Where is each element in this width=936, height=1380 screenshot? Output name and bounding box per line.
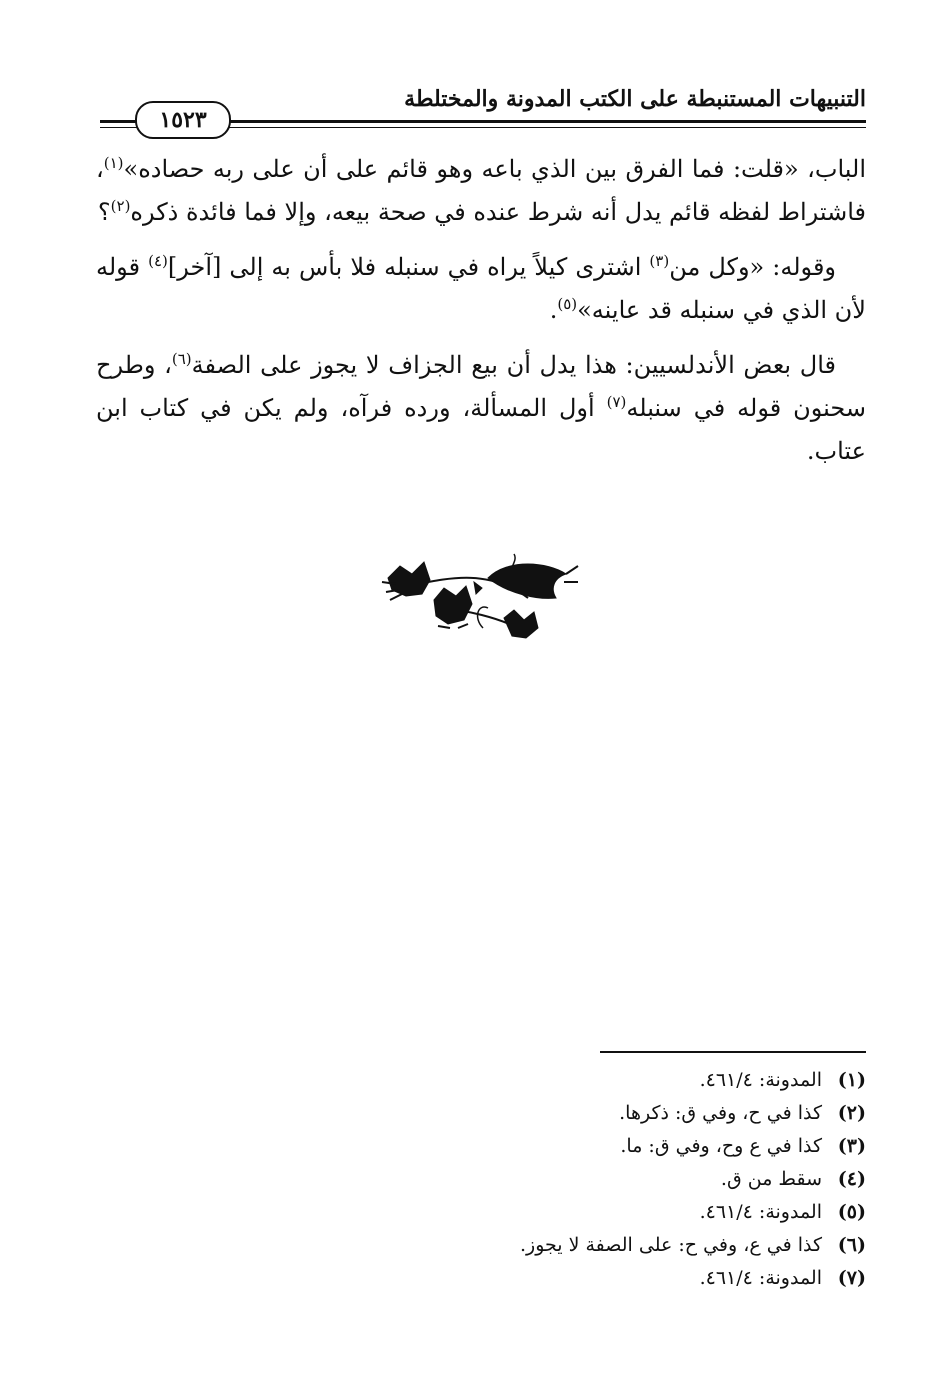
footnote-number: (٦) <box>837 1234 866 1256</box>
footnote-number: (١) <box>837 1069 866 1091</box>
text-segment: قوله لأن الذي في سنبله قد عاينه» <box>96 253 866 324</box>
footnote-ref-2: (٢) <box>110 197 131 215</box>
footnote-separator <box>600 1051 866 1053</box>
footnote-ref-3: (٣) <box>649 252 670 270</box>
running-title: التنبيهات المستنبطة على الكتب المدونة والمختلطة <box>404 86 866 112</box>
paragraph-2 <box>96 246 866 332</box>
footnote-text: المدونة: ٤٦١/٤. <box>699 1267 822 1289</box>
footnote-number: (٤) <box>837 1168 866 1190</box>
footnote-item <box>166 1262 866 1295</box>
main-text <box>96 148 866 485</box>
footnote-number: (٥) <box>837 1201 866 1223</box>
page-number: ١٥٢٣ <box>135 101 231 139</box>
footnote-ref-1: (١) <box>103 154 124 172</box>
text-segment: اشترى كيلاً يراه في سنبله فلا بأس به إلى [آخر] <box>167 253 650 281</box>
footnote-ref-6: (٦) <box>171 350 192 368</box>
footnote-text: سقط من ق. <box>720 1168 822 1190</box>
paragraph-1 <box>96 148 866 234</box>
text-segment: أول المسألة، ورده فرآه، ولم يكن في كتاب ابن عتاب. <box>96 394 866 465</box>
text-segment: . <box>549 296 558 324</box>
footnote-ref-4: (٤) <box>148 252 168 270</box>
footnote-text: كذا في ع، وفي ح: على الصفة لا يجوز. <box>520 1234 822 1256</box>
footnote-number: (٣) <box>837 1135 866 1157</box>
footnote-item <box>166 1163 866 1196</box>
text-segment: ، وطرح سحنون قوله في سنبله <box>96 351 867 422</box>
footnote-text: كذا في ح، وفي ق: ذكرها. <box>619 1102 822 1124</box>
text-segment: ؟ <box>97 198 111 226</box>
footnote-text: المدونة: ٤٦١/٤. <box>699 1069 822 1091</box>
footnote-item <box>166 1064 866 1097</box>
footnote-number: (٧) <box>837 1267 866 1289</box>
footnotes-list <box>166 1064 866 1295</box>
footnote-text: كذا في ع وح، وفي ق: ما. <box>620 1135 822 1157</box>
footnote-number: (٢) <box>837 1102 866 1124</box>
text-segment: الباب، «قلت: فما الفرق بين الذي باعه وهو قائم على أن على ربه حصاده» <box>123 155 866 183</box>
footnote-ref-5: (٥) <box>557 295 578 313</box>
footnote-text: المدونة: ٤٦١/٤. <box>699 1201 822 1223</box>
footnote-item <box>166 1229 866 1262</box>
text-segment: وقوله: «وكل من <box>669 253 837 281</box>
floral-tulip-ornament-icon <box>378 548 582 650</box>
footnote-item <box>166 1097 866 1130</box>
footnote-item <box>166 1130 866 1163</box>
footnote-item <box>166 1196 866 1229</box>
text-segment: قال بعض الأندلسيين: هذا يدل أن بيع الجزاف لا يجوز على الصفة <box>191 351 836 379</box>
text-segment: ، فاشتراط لفظه قائم يدل أنه شرط عنده في صحة بيعه، وإلا فما فائدة ذكره <box>96 155 866 226</box>
paragraph-3 <box>96 344 866 473</box>
footnote-ref-7: (٧) <box>606 393 627 411</box>
